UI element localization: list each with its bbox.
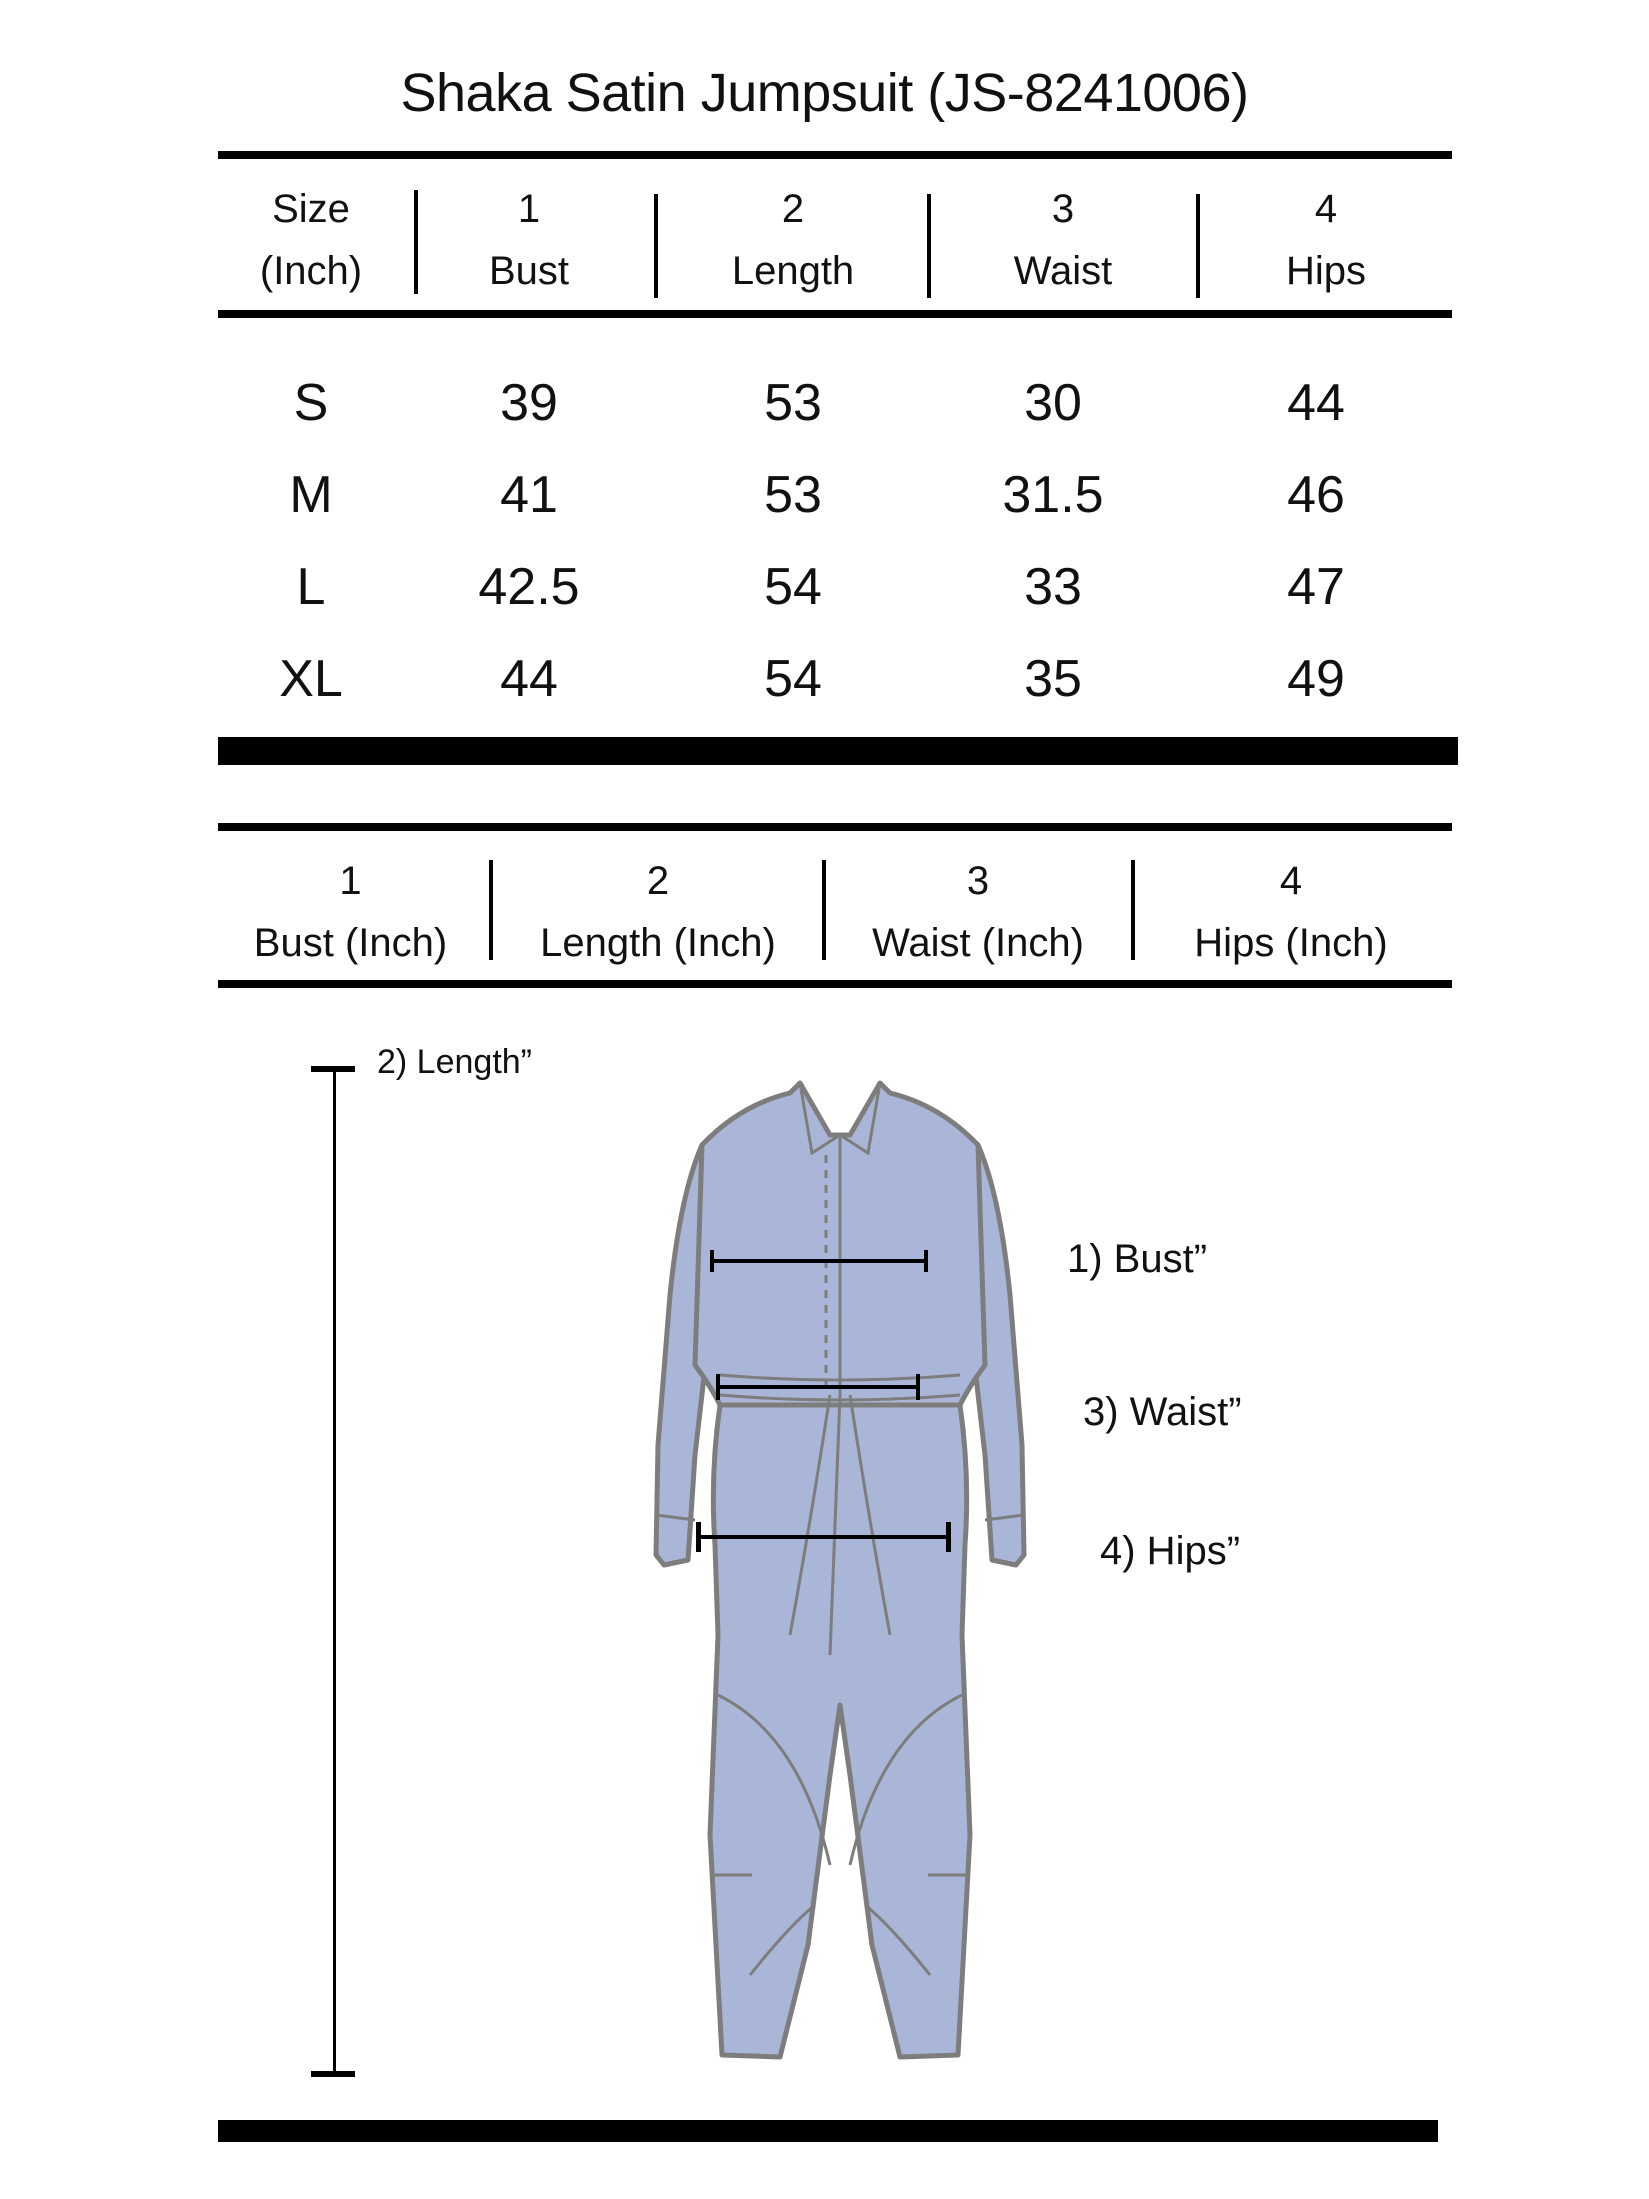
legend-bust-label: Bust (Inch)	[253, 921, 448, 965]
header-size-line1: Size	[272, 187, 350, 231]
cell-waist: 35	[1024, 650, 1082, 708]
cell-waist: 30	[1024, 374, 1082, 432]
bust-measure-cap	[924, 1250, 928, 1272]
cell-hips: 49	[1287, 650, 1345, 708]
header-bust	[418, 178, 640, 302]
cell-bust: 41	[500, 466, 558, 524]
legend-hips	[1135, 850, 1447, 974]
length-ruler-line	[333, 1068, 336, 2076]
header-bust-label: Bust	[488, 249, 570, 293]
waist-label: 3) Waist”	[1083, 1390, 1242, 1434]
table-top-rule	[218, 151, 1452, 159]
legend-length	[493, 850, 823, 974]
header-bust-number: 1	[517, 187, 541, 231]
hips-measure-cap	[696, 1522, 701, 1552]
header-size	[218, 178, 404, 302]
cell-hips: 47	[1287, 558, 1345, 616]
cell-hips: 44	[1287, 374, 1345, 432]
page-title: Shaka Satin Jumpsuit (JS-8241006)	[400, 63, 1249, 123]
cell-length: 53	[764, 374, 822, 432]
table-row	[0, 541, 1649, 633]
waist-measure-line	[718, 1385, 918, 1389]
table-row	[0, 449, 1649, 541]
header-waist-label: Waist	[1013, 249, 1113, 293]
waist-measure-cap	[916, 1374, 920, 1400]
header-length	[658, 178, 928, 302]
legend-bust	[218, 850, 483, 974]
legend-length-label: Length (Inch)	[540, 921, 776, 965]
cell-waist: 31.5	[1002, 466, 1104, 524]
cell-bust: 42.5	[478, 558, 580, 616]
cell-size: M	[289, 466, 333, 524]
hips-measure-line	[698, 1535, 948, 1539]
legend-bust-number: 1	[339, 859, 362, 903]
legend-bottom-rule	[218, 980, 1452, 988]
header-length-number: 2	[781, 187, 805, 231]
cell-length: 54	[764, 558, 822, 616]
cell-hips: 46	[1287, 466, 1345, 524]
cell-bust: 39	[500, 374, 558, 432]
header-bottom-rule	[218, 310, 1452, 318]
legend-waist-label: Waist (Inch)	[872, 921, 1084, 965]
bust-measure-cap	[710, 1250, 714, 1272]
cell-length: 54	[764, 650, 822, 708]
jumpsuit-illustration-icon	[640, 1075, 1040, 2065]
header-hips-number: 4	[1314, 187, 1338, 231]
cell-size: XL	[279, 650, 343, 708]
header-waist	[931, 178, 1195, 302]
cell-size: S	[293, 374, 329, 432]
header-hips-label: Hips	[1285, 249, 1367, 293]
length-label: 2) Length”	[377, 1043, 532, 1081]
cell-bust: 44	[500, 650, 558, 708]
legend-top-rule	[218, 823, 1452, 831]
legend-waist-number: 3	[966, 859, 990, 903]
bust-label: 1) Bust”	[1067, 1237, 1208, 1281]
table-bottom-thick-rule	[218, 737, 1458, 765]
waist-measure-cap	[716, 1374, 720, 1400]
cell-length: 53	[764, 466, 822, 524]
legend-hips-number: 4	[1279, 859, 1303, 903]
cell-waist: 33	[1024, 558, 1082, 616]
header-size-line2: (Inch)	[259, 249, 363, 293]
header-length-label: Length	[731, 249, 855, 293]
hips-label: 4) Hips”	[1100, 1529, 1241, 1573]
legend-length-number: 2	[646, 859, 670, 903]
bust-measure-line	[712, 1259, 926, 1263]
cell-size: L	[296, 558, 326, 616]
header-waist-number: 3	[1051, 187, 1075, 231]
hips-measure-cap	[946, 1522, 951, 1552]
table-row	[0, 357, 1649, 449]
legend-waist	[826, 850, 1130, 974]
header-hips	[1200, 178, 1452, 302]
page-bottom-rule	[218, 2120, 1438, 2142]
length-ruler-bottom-cap	[311, 2071, 355, 2077]
legend-hips-label: Hips (Inch)	[1194, 921, 1388, 965]
table-row	[0, 633, 1649, 725]
